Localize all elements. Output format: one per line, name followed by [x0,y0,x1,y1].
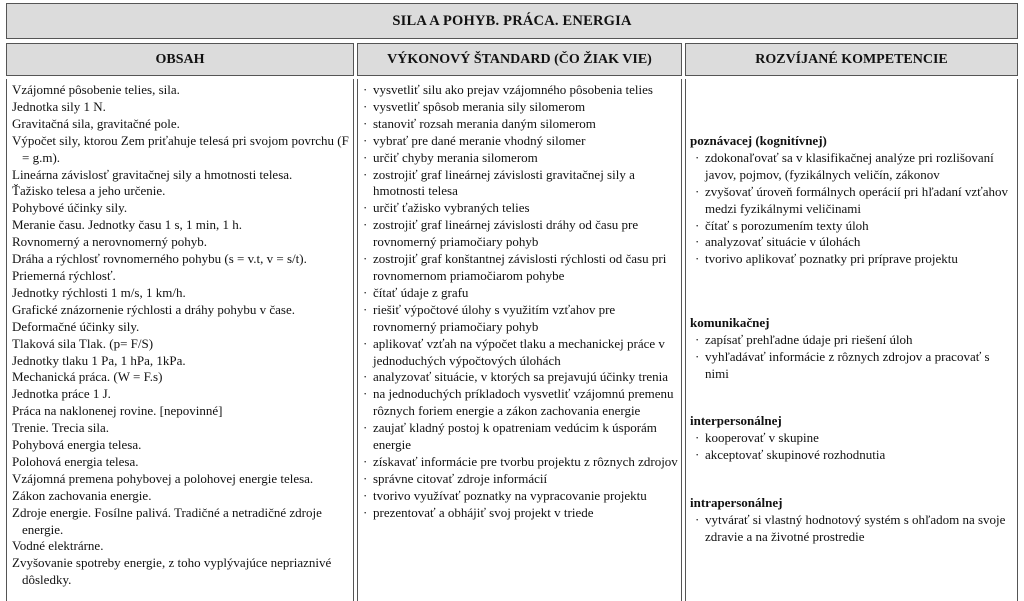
standard-item: · riešiť výpočtové úlohy s využitím vzťahov pre rovnomerný priamočiary pohyb [363,302,679,336]
standard-item: · stanoviť rozsah merania daným silomerom [363,116,679,133]
obsah-item: Výpočet sily, ktorou Zem priťahuje telesá pri svojom povrchu (F = g.m). [12,132,349,165]
obsah-item: Pohybová energia telesa. [12,437,142,453]
obsah-item: Lineárna závislosť gravitačnej sily a hmotnosti telesa. [12,166,293,182]
obsah-item: Polohová energia telesa. [12,453,139,469]
obsah-item: Jednotky rýchlosti 1 m/s, 1 km/h. [12,284,186,300]
standard-item: · vysvetliť silu ako prejav vzájomného pôsobenia telies [363,82,679,99]
standard-item: · na jednoduchých príkladoch vysvetliť vzájomnú premenu rôznych foriem energie a zákon zachovania energie [363,386,679,420]
obsah-item: Gravitačná sila, gravitačné pole. [12,115,180,131]
competence-group-title: poznávacej (kognitívnej) [690,133,827,148]
obsah-item: Zákon zachovania energie. [12,487,152,503]
competence-item: · zapísať prehľadne údaje pri riešení úloh [690,332,1014,349]
standard-item: · zostrojiť graf lineárnej závislosti dráhy od času pre rovnomerný priamočiary pohyb [363,217,679,251]
competence-group-communication [690,315,1014,383]
competence-group-title: intrapersonálnej [690,495,783,510]
obsah-item: Ťažisko telesa a jeho určenie. [12,183,166,199]
obsah-item: Tlaková sila Tlak. (p= F/S) [12,335,154,351]
competence-group-intrapersonal [690,495,1014,546]
obsah-item: Jednotky tlaku 1 Pa, 1 hPa, 1kPa. [12,352,186,368]
obsah-item: Zdroje energie. Fosílne palivá. Tradičné a netradičné zdroje energie. [12,504,322,537]
obsah-item: Jednotka práce 1 J. [12,386,111,402]
competence-item: · vyhľadávať informácie z rôznych zdrojov a pracovať s nimi [690,349,1014,383]
standard-item: · prezentovať a obhájiť svoj projekt v triede [363,505,679,522]
obsah-list [12,82,350,589]
obsah-item: Jednotka sily 1 N. [12,98,106,114]
obsah-item: Zvyšovanie spotreby energie, z toho vyplývajúce nepriaznivé dôsledky. [12,555,332,588]
competence-item: · zdokonaľovať sa v klasifikačnej analýze pri rozlišovaní javov, pojmov, (fyzikálnych veličín, zákonov [690,150,1014,184]
standard-item: · zostrojiť graf konštantnej závislosti rýchlosti od času pri rovnomernom priamočiarom pohybe [363,251,679,285]
standard-item: · zaujať kladný postoj k opatreniam vedúcim k úsporám energie [363,420,679,454]
standard-item: · aplikovať vzťah na výpočet tlaku a mechanickej práce v jednoduchých výpočtových úlohách [363,336,679,370]
competence-item: · vytvárať si vlastný hodnotový systém s ohľadom na svoje zdravie a na životné prostredie [690,512,1014,546]
standard-item: · zostrojiť graf lineárnej závislosti gravitačnej sily a hmotnosti telesa [363,167,679,201]
competence-item: · kooperovať v skupine [690,430,1014,447]
standard-item: · určiť chyby merania silomerom [363,150,679,167]
header-kompetencie: ROZVÍJANÉ KOMPETENCIE [685,43,1018,76]
standard-item: · analyzovať situácie, v ktorých sa prejavujú účinky trenia [363,369,679,386]
obsah-item: Vzájomná premena pohybovej a polohovej energie telesa. [12,470,314,486]
obsah-item: Pohybové účinky sily. [12,200,128,216]
competence-item: · čítať s porozumením texty úloh [690,218,1014,235]
obsah-item: Mechanická práca. (W = F.s) [12,369,163,385]
competence-item: · analyzovať situácie v úlohách [690,234,1014,251]
competence-item: · tvorivo aplikovať poznatky pri príprave projektu [690,251,1014,268]
obsah-item: Vodné elektrárne. [12,538,104,554]
standard-item: · určiť ťažisko vybraných telies [363,200,679,217]
standard-item: · vysvetliť spôsob merania sily silomerom [363,99,679,116]
obsah-item: Rovnomerný a nerovnomerný pohyb. [12,234,207,250]
standard-item: · správne citovať zdroje informácií [363,471,679,488]
obsah-item: Dráha a rýchlosť rovnomerného pohybu (s = v.t, v = s/t). [12,251,307,267]
obsah-item: Meranie času. Jednotky času 1 s, 1 min, 1 h. [12,217,242,233]
header-standard: VÝKONOVÝ ŠTANDARD (ČO ŽIAK VIE) [357,43,682,76]
competence-group-cognitive [690,133,1014,268]
obsah-item: Grafické znázornenie rýchlosti a dráhy pohybu v čase. [12,301,295,317]
competence-group-interpersonal [690,413,1014,464]
obsah-item: Deformačné účinky sily. [12,318,140,334]
header-obsah: OBSAH [6,43,354,76]
competence-group-title: komunikačnej [690,315,770,330]
standard-item: · získavať informácie pre tvorbu projektu z rôznych zdrojov [363,454,679,471]
competence-item: · akceptovať skupinové rozhodnutia [690,447,1014,464]
obsah-item: Práca na naklonenej rovine. [nepovinné] [12,403,223,419]
standard-item: · čítať údaje z grafu [363,285,679,302]
standard-list [363,82,679,522]
obsah-item: Trenie. Trecia sila. [12,420,110,436]
standard-item: · vybrať pre dané meranie vhodný silomer [363,133,679,150]
obsah-item: Priemerná rýchlosť. [12,267,116,283]
competence-group-title: interpersonálnej [690,413,782,428]
table-title: SILA A POHYB. PRÁCA. ENERGIA [6,3,1018,39]
obsah-item: Vzájomné pôsobenie telies, sila. [12,82,180,97]
standard-item: · tvorivo využívať poznatky na vypracovanie projektu [363,488,679,505]
competence-item: · zvyšovať úroveň formálnych operácií pri hľadaní vzťahov medzi fyzikálnymi veličinami [690,184,1014,218]
